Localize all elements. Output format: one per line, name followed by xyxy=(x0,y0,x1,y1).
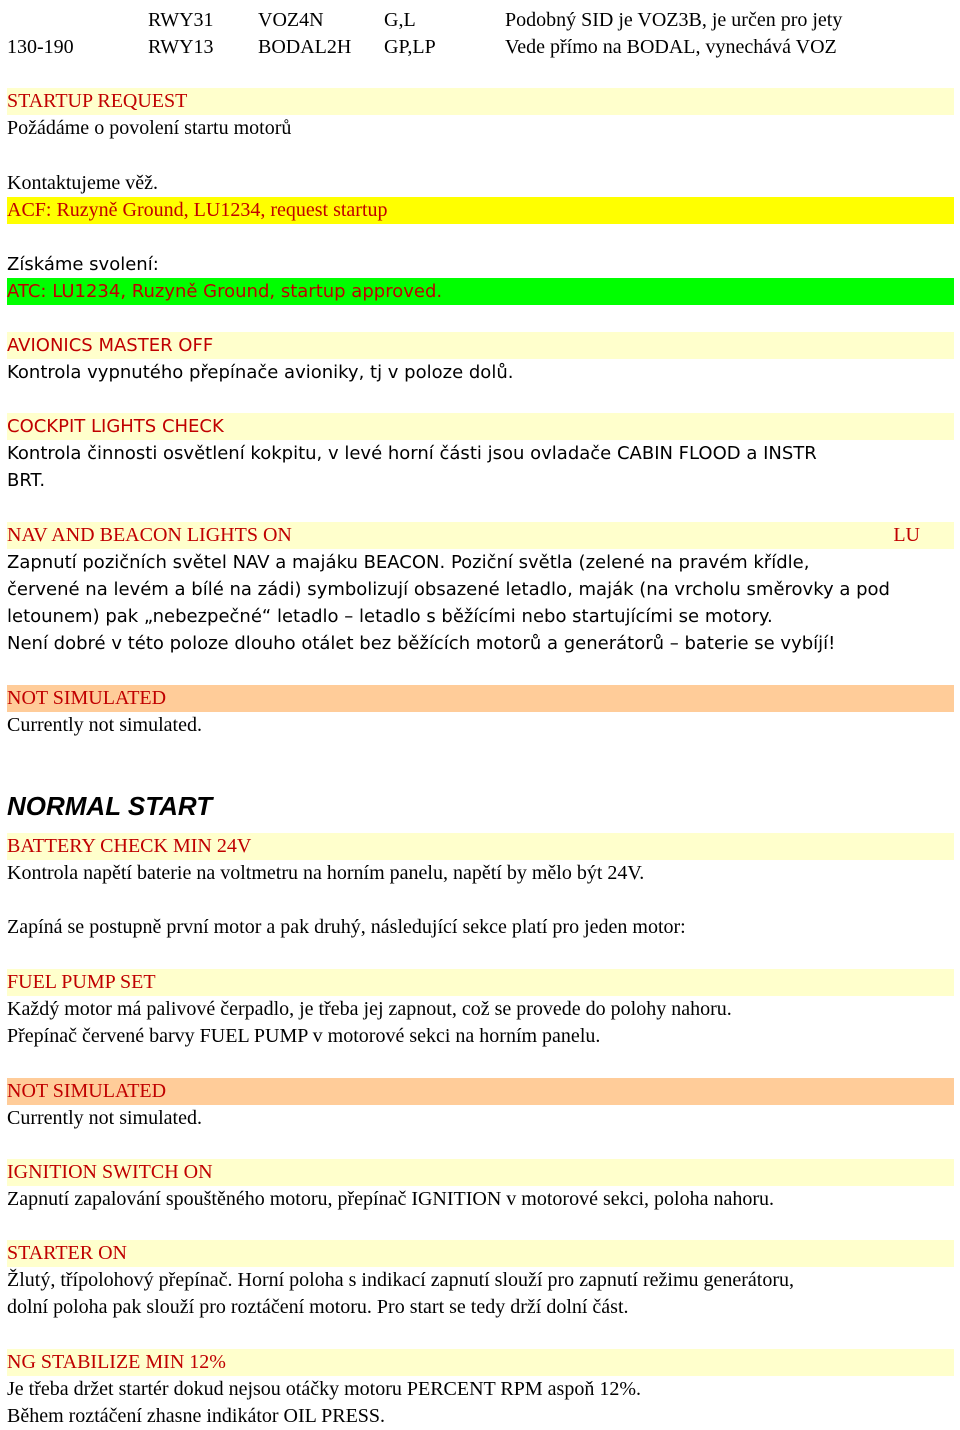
nav-desc-1 xyxy=(7,549,809,576)
battery-desc: Kontrola napětí baterie na voltmetru na horním panelu, napětí by mělo být 24V. xyxy=(7,862,645,884)
table-cell-type: G,L xyxy=(384,9,416,31)
section-heading: NORMAL START xyxy=(7,791,213,821)
not-simulated-title: NOT SIMULATED xyxy=(7,1078,954,1105)
ignition-title: IGNITION SWITCH ON xyxy=(7,1159,954,1186)
starter-desc-1: Žlutý, třípolohový přepínač. Horní poloha s indikací zapnutí slouží pro zapnutí režimu generátoru, xyxy=(7,1269,795,1291)
startup-desc: Požádáme o povolení startu motorů xyxy=(7,117,292,139)
battery-title: BATTERY CHECK MIN 24V xyxy=(7,833,954,860)
table-cell-runway: RWY13 xyxy=(148,36,214,58)
starter-desc-2: dolní poloha pak slouží pro roztáčení motoru. Pro start se tedy drží dolní část. xyxy=(7,1296,629,1318)
table-cell-note: Podobný SID je VOZ3B, je určen pro jety xyxy=(505,9,843,31)
nav-desc-2: červené na levém a bílé na zádi) symbolizují obsazené letadlo, maják (na vrcholu směrovky a pod xyxy=(7,579,890,600)
table-cell-note: Vede přímo na BODAL, vynechává VOZ xyxy=(505,36,837,58)
startup-contact: Kontaktujeme věž. xyxy=(7,172,159,194)
nav-title: NAV AND BEACON LIGHTS ON xyxy=(7,524,292,546)
startup-title: STARTUP REQUEST xyxy=(7,88,954,115)
not-simulated-desc: Currently not simulated. xyxy=(7,714,202,736)
table-cell-type: GP,LP xyxy=(384,36,436,58)
fuel-title: FUEL PUMP SET xyxy=(7,969,954,996)
table-cell-range: 130-190 xyxy=(7,36,74,58)
cockpit-desc-2: BRT. xyxy=(7,470,46,491)
avionics-desc: Kontrola vypnutého přepínače avioniky, tj v poloze dolů. xyxy=(7,362,514,383)
ignition-desc: Zapnutí zapalování spouštěného motoru, přepínač IGNITION v motorové sekci, poloha nahoru. xyxy=(7,1188,775,1210)
starter-title: STARTER ON xyxy=(7,1240,954,1267)
nav-desc-3: letounem) pak „nebezpečné“ letadlo – letadlo s běžícími nebo startujícími se motory. xyxy=(7,606,773,627)
table-cell-sid: BODAL2H xyxy=(258,36,352,58)
engine-note: Zapíná se postupně první motor a pak druhý, následující sekce platí pro jeden motor: xyxy=(7,916,686,938)
fuel-desc-2: Přepínač červené barvy FUEL PUMP v motorové sekci na horním panelu. xyxy=(7,1025,601,1047)
ng-title: NG STABILIZE MIN 12% xyxy=(7,1349,954,1376)
nav-tag: LU xyxy=(893,524,920,546)
acf-request: ACF: Ruzyně Ground, LU1234, request startup xyxy=(7,197,954,224)
fuel-desc-1: Každý motor má palivové čerpadlo, je třeba jej zapnout, což se provede do polohy nahoru. xyxy=(7,998,732,1020)
table-cell-sid: VOZ4N xyxy=(258,9,324,31)
ng-desc-1: Je třeba držet startér dokud nejsou otáčky motoru PERCENT RPM aspoň 12%. xyxy=(7,1378,641,1400)
nav-desc-1a: Zapnutí pozičních světel NAV a majáku BEACON. xyxy=(7,552,446,573)
cockpit-desc-1: Kontrola činnosti osvětlení kokpitu, v levé horní části jsou ovladače CABIN FLOOD a INSTR xyxy=(7,443,817,464)
atc-approval: ATC: LU1234, Ruzyně Ground, startup approved. xyxy=(7,278,954,305)
ng-desc-2: Během roztáčení zhasne indikátor OIL PRESS. xyxy=(7,1405,386,1427)
not-simulated-title: NOT SIMULATED xyxy=(7,685,954,712)
nav-title-bar xyxy=(7,522,954,549)
not-simulated-desc: Currently not simulated. xyxy=(7,1107,202,1129)
nav-desc-4: Není dobré v této poloze dlouho otálet bez běžících motorů a generátorů – baterie se vybíjí! xyxy=(7,633,836,654)
avionics-title: AVIONICS MASTER OFF xyxy=(7,332,954,359)
cockpit-title: COCKPIT LIGHTS CHECK xyxy=(7,413,954,440)
nav-desc-1b: Poziční světla (zelené na pravém křídle, xyxy=(445,552,810,573)
startup-approval: Získáme svolení: xyxy=(7,254,159,275)
table-cell-runway: RWY31 xyxy=(148,9,214,31)
